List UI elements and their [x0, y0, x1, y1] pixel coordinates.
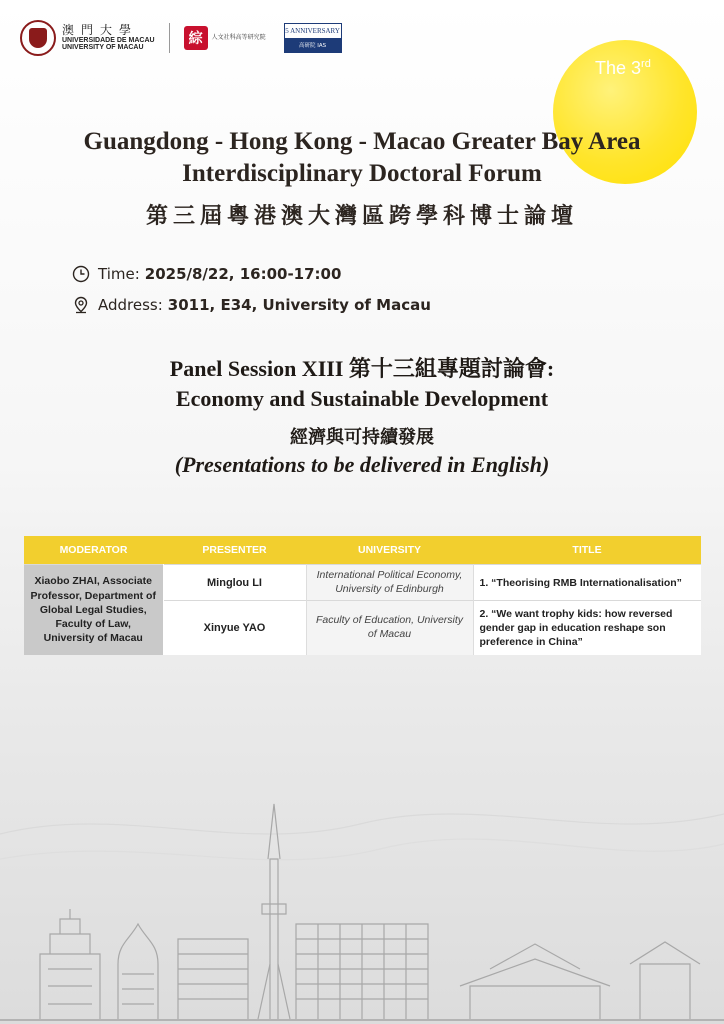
header-title: TITLE	[473, 536, 701, 565]
schedule-table	[24, 536, 701, 655]
presenter-cell: Xinyue YAO	[163, 601, 306, 655]
um-name-cn: 澳門大學	[62, 23, 139, 38]
university-of-macau-logo	[20, 20, 155, 56]
forum-title-cn: 第三屆粵港澳大灣區跨學科博士論壇	[145, 203, 578, 229]
session-language-note: (Presentations to be delivered in English)	[174, 452, 550, 477]
header-university: UNIVERSITY	[306, 536, 473, 565]
time-row	[72, 265, 341, 283]
header-moderator: MODERATOR	[24, 536, 163, 565]
title-cell: 2. “We want trophy kids: how reversed gender gap in education reshape son preference in China”	[473, 601, 701, 655]
header-presenter: PRESENTER	[163, 536, 306, 565]
university-cell: Faculty of Education, University of Macau	[306, 601, 473, 655]
edition-suffix: rd	[641, 58, 651, 70]
anniversary-badge	[284, 23, 342, 53]
edition-number: The 3	[595, 58, 642, 78]
moderator-cell: Xiaobo ZHAI, Associate Professor, Department of Global Legal Studies, Faculty of Law, University of Macau	[24, 565, 163, 655]
um-name-en: UNIVERSITY OF MACAU	[62, 44, 144, 52]
address-label: Address:	[98, 296, 163, 314]
forum-title-line2: Interdisciplinary Doctoral Forum	[182, 160, 542, 187]
ias-mark-icon: 綜	[184, 26, 208, 50]
table-row	[24, 565, 701, 601]
logo-bar	[20, 18, 342, 58]
forum-title-line1: Guangdong - Hong Kong - Macao Greater Bay Area	[83, 128, 641, 155]
anniversary-bottom: 高研院 IAS	[285, 38, 341, 52]
location-pin-icon	[72, 296, 90, 314]
session-title: Panel Session XIII 第十三組專題討論會:	[169, 356, 555, 381]
logo-divider	[169, 23, 170, 53]
ias-name: 人文社科高等研究院	[211, 33, 266, 41]
address-value: 3011, E34, University of Macau	[167, 296, 431, 314]
address-row	[72, 296, 431, 314]
university-cell: International Political Economy, University of Edinburgh	[306, 565, 473, 601]
time-label: Time:	[98, 265, 140, 283]
presenter-cell: Minglou LI	[163, 565, 306, 601]
macau-skyline-illustration	[0, 764, 724, 1024]
um-seal-icon	[20, 20, 56, 56]
title-cell: 1. “Theorising RMB Internationalisation”	[473, 565, 701, 601]
anniversary-top: 5 ANNIVERSARY	[285, 27, 340, 35]
table-header-row	[24, 536, 701, 565]
clock-icon	[72, 265, 90, 283]
ias-logo	[184, 26, 266, 50]
um-name-pt: UNIVERSIDADE DE MACAU	[62, 36, 155, 44]
edition-label	[595, 58, 651, 79]
time-value: 2025/8/22, 16:00-17:00	[144, 265, 342, 283]
session-topic-en: Economy and Sustainable Development	[175, 386, 549, 411]
session-topic-cn: 經濟與可持續發展	[290, 427, 434, 448]
